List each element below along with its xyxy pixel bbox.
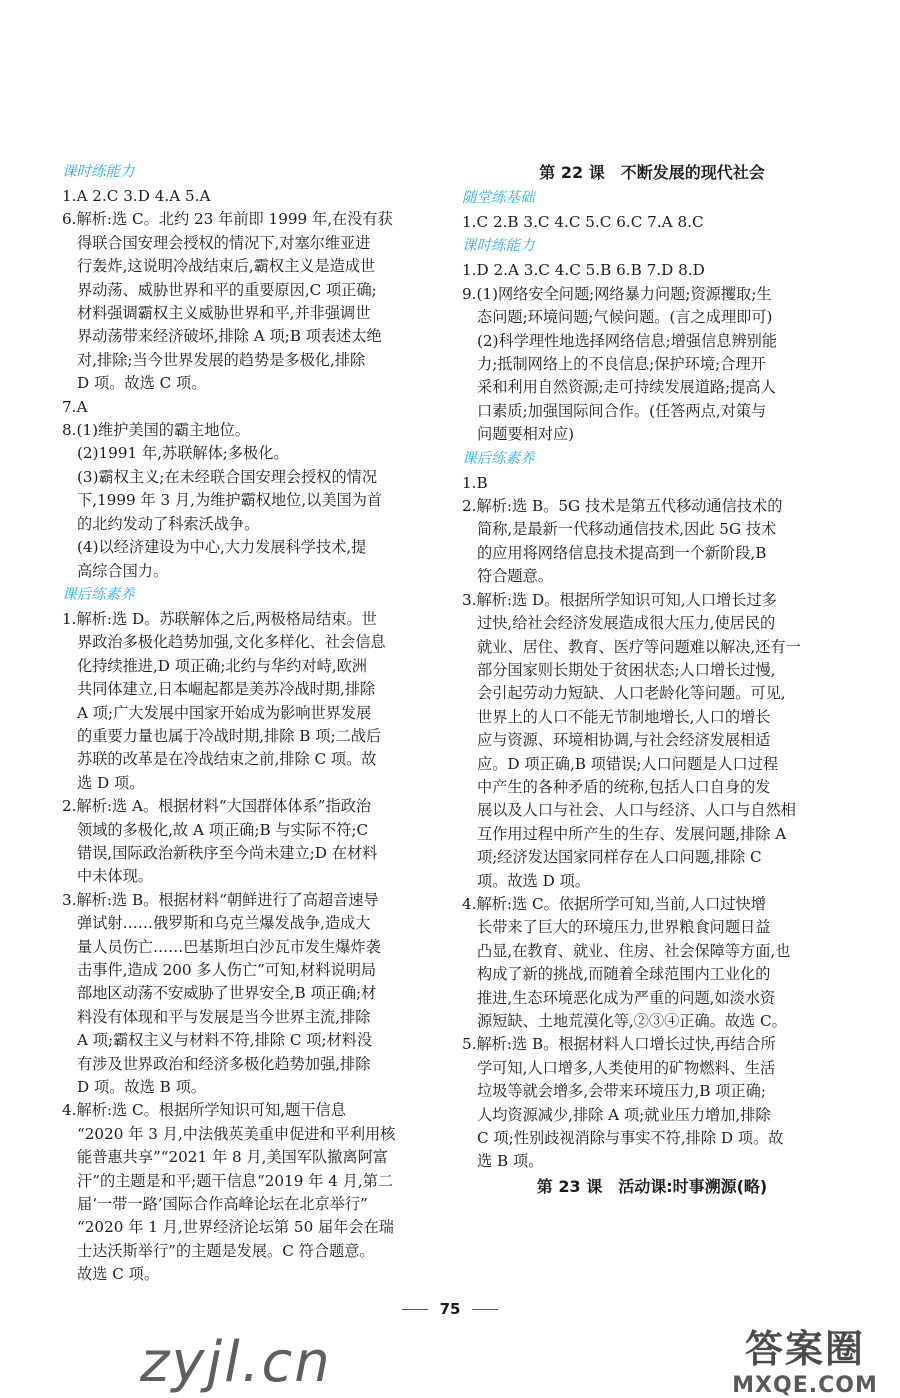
text-line: 垃圾等就会增多,会带来环境压力,B 项正确; bbox=[477, 1082, 766, 1101]
text-line: D 项。故选 C 项。 bbox=[77, 374, 207, 393]
watermark-logo bbox=[720, 1318, 890, 1398]
text-line: 应与资源、环境相协调,与社会经济发展相适 bbox=[477, 731, 771, 750]
text-line: 推进,生态环境恶化成为严重的问题,如淡水资 bbox=[477, 988, 776, 1007]
text-line: 就业、居住、教育、医疗等问题难以解决,还有一 bbox=[477, 637, 801, 656]
text-line: 错误,国际政治新秩序至今尚未建立;D 在材料 bbox=[77, 843, 378, 862]
logo-text: 答案圈 bbox=[744, 1327, 865, 1371]
answer-q8-4 bbox=[62, 536, 438, 583]
text-line: 人均资源减少,排除 A 项;就业压力增加,排除 bbox=[477, 1105, 771, 1124]
text-line: 展以及人口与社会、人口与经济、人口与自然相 bbox=[477, 801, 796, 820]
text-line: 构成了新的挑战,而随着全球范围内工业化的 bbox=[477, 965, 771, 984]
watermark-text: zyjl.cn bbox=[140, 1330, 332, 1395]
section-heading: 随堂练基础 bbox=[462, 190, 535, 206]
text-line: “2020 年 3 月,中法俄英美重申促进和平利用核 bbox=[77, 1124, 396, 1143]
answer-r1: 1.B bbox=[462, 473, 488, 492]
text-line: 高综合国力。 bbox=[77, 561, 169, 580]
text-line: 中产生的各种矛盾的统称,包括人口自身的发 bbox=[477, 777, 771, 796]
answer-q8-1: 8.(1)维护美国的霸主地位。 bbox=[62, 421, 250, 440]
text-line: 9.(1)网络安全问题;网络暴力问题;资源攫取;生 bbox=[462, 284, 772, 303]
text-line: 中未体现。 bbox=[77, 867, 153, 886]
text-line: 3.解析:选 D。根据所学知识可知,人口增长过多 bbox=[462, 590, 777, 609]
answer-p2 bbox=[62, 795, 438, 889]
text-line: 的应用将网络信息技术提高到一个新阶段,B bbox=[477, 543, 767, 562]
answer-p4 bbox=[62, 1099, 438, 1286]
text-line: 3.解析:选 B。根据材料“朝鲜进行了高超音速导 bbox=[62, 890, 379, 909]
answer-q7: 7.A bbox=[62, 397, 88, 416]
right-column bbox=[462, 160, 842, 1200]
text-line: 态问题;环境问题;气候问题。(言之成理即可) bbox=[477, 308, 773, 327]
text-line: 量人员伤亡……巴基斯坦白沙瓦市发生爆炸袭 bbox=[77, 937, 381, 956]
text-line: 应。D 项正确,B 项错误;人口问题是人口过程 bbox=[477, 754, 779, 773]
text-line: 学可知,人口增多,人类使用的矿物燃料、生活 bbox=[477, 1058, 776, 1077]
text-line: 士达沃斯举行”的主题是发展。C 符合题意。 bbox=[77, 1241, 375, 1260]
text-line: 2.解析:选 B。5G 技术是第五代移动通信技术的 bbox=[462, 497, 783, 516]
text-line: 材料强调霸权主义威胁世界和平,并非强调世 bbox=[77, 304, 371, 323]
text-line: 5.解析:选 B。根据材料人口增长过快,再结合所 bbox=[462, 1035, 776, 1054]
text-line: 问题要相对应) bbox=[477, 425, 575, 444]
text-line: 下,1999 年 3 月,为维护霸权地位,以美国为首 bbox=[77, 491, 383, 510]
text-line: 界动荡、威胁世界和平的重要原因,C 项正确; bbox=[77, 280, 377, 299]
text-line: 有涉及世界政治和经济多极化趋势加强,排除 bbox=[77, 1054, 371, 1073]
text-line: 4.解析:选 C。根据所学知识可知,题干信息 bbox=[62, 1101, 346, 1120]
text-line: 过快,给社会经济发展造成很大压力,使居民的 bbox=[477, 614, 776, 633]
answer-line: 1.A 2.C 3.D 4.A 5.A bbox=[62, 187, 211, 205]
text-line: 项;经济发达国家同样存在人口问题,排除 C bbox=[477, 848, 762, 867]
text-line: 汗”的主题是和平;题干信息“2019 年 4 月,第二 bbox=[77, 1171, 394, 1190]
lesson-title: 第 23 课 活动课:时事溯源(略) bbox=[536, 1176, 768, 1196]
text-line: 能普惠共享”“2021 年 8 月,美国军队撤离阿富 bbox=[77, 1148, 388, 1167]
text-line: 故选 C 项。 bbox=[77, 1265, 160, 1284]
text-line: 4.解析:选 C。依据所学可知,当前,人口过快增 bbox=[462, 894, 766, 913]
text-line: 2.解析:选 A。根据材料“大国群体体系”指政治 bbox=[62, 797, 372, 816]
left-column bbox=[62, 160, 438, 1287]
text-line: 力;抵制网络上的不良信息;保护环境;合理开 bbox=[477, 355, 766, 374]
text-line: 界政治多极化趋势加强,文化多样化、社会信息 bbox=[77, 633, 386, 652]
section-heading: 课时练能力 bbox=[62, 164, 135, 180]
answer-r2 bbox=[462, 495, 842, 589]
text-line: D 项。故选 B 项。 bbox=[77, 1078, 206, 1097]
text-line: 选 B 项。 bbox=[477, 1152, 544, 1171]
answer-q8-3 bbox=[62, 466, 438, 536]
answer-q9-2 bbox=[462, 330, 842, 447]
text-line: 长带来了巨大的环境压力,世界粮食问题日益 bbox=[477, 918, 771, 937]
text-line: 部地区动荡不安威胁了世界安全,B 项正确;材 bbox=[77, 984, 377, 1003]
text-line: 行轰炸,这说明冷战结束后,霸权主义是造成世 bbox=[77, 257, 376, 276]
text-line: A 项;霸权主义与材料不符,排除 C 项;材料没 bbox=[77, 1031, 373, 1050]
text-line: A 项;广大发展中国家开始成为影响世界发展 bbox=[77, 703, 372, 722]
text-line: 击事件,造成 200 多人伤亡”可知,材料说明局 bbox=[77, 961, 377, 979]
text-line: 届‘一带一路’国际合作高峰论坛在北京举行” bbox=[77, 1195, 368, 1214]
text-line: 部分国家则长期处于贫困状态;人口增长过慢, bbox=[477, 660, 776, 679]
answer-q9-1 bbox=[462, 283, 842, 330]
answer-p1 bbox=[62, 608, 438, 795]
section-heading: 课时练能力 bbox=[462, 238, 535, 255]
answer-q8-2: (2)1991 年,苏联解体;多极化。 bbox=[77, 444, 289, 463]
text-line: 料没有体现和平与发展是当今世界主流,排除 bbox=[77, 1007, 371, 1026]
text-line: “2020 年 1 月,世界经济论坛第 50 届年会在瑞 bbox=[77, 1218, 394, 1237]
text-line: 采和利用自然资源;走可持续发展道路;提高人 bbox=[477, 378, 776, 397]
text-line: 的北约发动了科索沃战争。 bbox=[77, 514, 260, 533]
text-line: 弹试射……俄罗斯和乌克兰爆发战争,造成大 bbox=[77, 914, 371, 933]
text-line: 苏联的改革是在冷战结束之前,排除 C 项。故 bbox=[77, 750, 377, 769]
text-line: 项。故选 D 项。 bbox=[477, 871, 590, 890]
text-line: (3)霸权主义;在未经联合国安理会授权的情况 bbox=[77, 467, 378, 486]
section-heading: 课后练素养 bbox=[62, 586, 135, 603]
text-line: C 项;性别歧视消除与事实不符,排除 D 项。故 bbox=[477, 1129, 784, 1148]
text-line: 6.解析:选 C。北约 23 年前即 1999 年,在没有获 bbox=[62, 210, 393, 229]
text-line: 符合题意。 bbox=[477, 567, 553, 586]
answer-p3 bbox=[62, 889, 438, 1100]
text-line: (4)以经济建设为中心,大力发展科学技术,提 bbox=[77, 538, 367, 557]
text-line: 简称,是最新一代移动通信技术,因此 5G 技术 bbox=[477, 520, 777, 539]
answer-r5 bbox=[462, 1033, 842, 1173]
answer-r4 bbox=[462, 893, 842, 1033]
text-line: 口素质;加强国际间合作。(任答两点,对策与 bbox=[477, 401, 767, 420]
text-line: 的重要力量也属于冷战时期,排除 B 项;二战后 bbox=[77, 726, 382, 745]
answer-r3 bbox=[462, 589, 842, 893]
text-line: (2)科学理性地选择网络信息;增强信息辨别能 bbox=[477, 331, 778, 350]
text-line: 界动荡带来经济破坏,排除 A 项;B 项表述太绝 bbox=[77, 327, 382, 346]
text-line: 对,排除;当今世界发展的趋势是多极化,排除 bbox=[77, 350, 366, 369]
text-line: 凸显,在教育、就业、住房、社会保障等方面,也 bbox=[477, 941, 791, 960]
text-line: 选 D 项。 bbox=[77, 773, 145, 792]
answer-line: 1.C 2.B 3.C 4.C 5.C 6.C 7.A 8.C bbox=[462, 213, 704, 231]
answer-q6 bbox=[62, 208, 438, 395]
text-line: 化持续推进,D 项正确;北约与华约对峙,欧洲 bbox=[77, 656, 367, 675]
section-heading: 课后练素养 bbox=[462, 450, 535, 467]
answer-line: 1.D 2.A 3.C 4.C 5.B 6.B 7.D 8.D bbox=[462, 261, 705, 280]
text-line: 得联合国安理会授权的情况下,对塞尔维亚进 bbox=[77, 233, 371, 252]
text-line: 1.解析:选 D。苏联解体之后,两极格局结束。世 bbox=[62, 609, 377, 628]
text-line: 源短缺、土地荒漠化等,②③④正确。故选 C。 bbox=[477, 1012, 787, 1030]
text-line: 领域的多极化,故 A 项正确;B 与实际不符;C bbox=[77, 820, 369, 839]
text-line: 世界上的人口不能无节制地增长,人口的增长 bbox=[477, 707, 771, 726]
lesson-title: 第 22 课 不断发展的现代社会 bbox=[539, 163, 765, 182]
text-line: 共同体建立,日本崛起都是美苏冷战时期,排除 bbox=[77, 680, 376, 699]
text-line: 会引起劳动力短缺、人口老龄化等问题。可见, bbox=[477, 684, 786, 703]
logo-url: MXQE.COM bbox=[732, 1373, 878, 1398]
page-number: 75 bbox=[0, 1300, 900, 1318]
text-line: 互作用过程中所产生的生存、发展问题,排除 A bbox=[477, 824, 787, 843]
